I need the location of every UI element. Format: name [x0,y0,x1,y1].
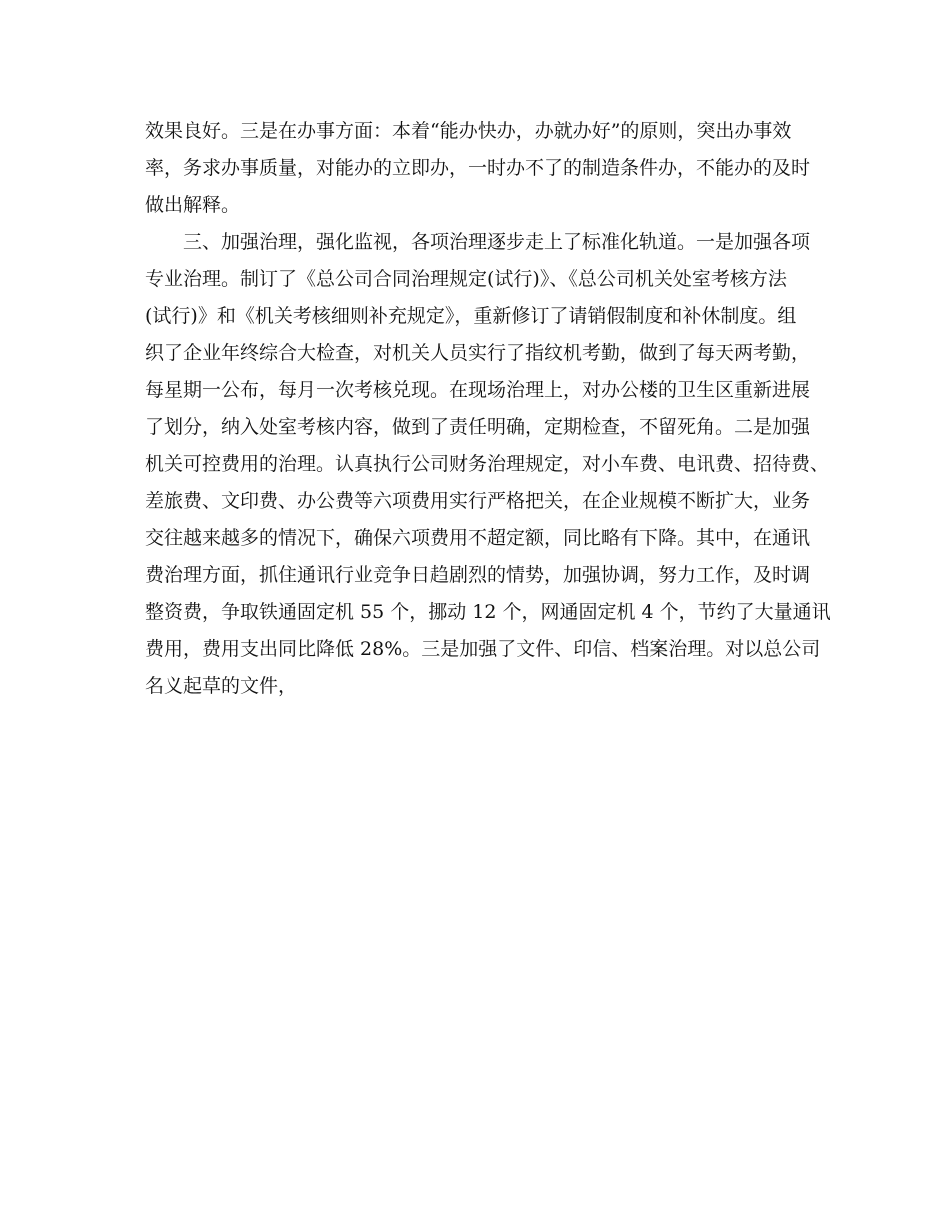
text-line-6: (试行)》和《机关考核细则补充规定》，重新修订了请销假制度和补休制度。组 [145,305,797,327]
text-line-2: 率，务求办事质量，对能办的立即办，一时办不了的制造条件办，不能办的及时 [145,157,811,179]
text-line-15: 费用，费用支出同比降低 28%。三是加强了文件、印信、档案治理。对以总公司 [145,638,821,660]
text-line-4: 三、加强治理，强化监视，各项治理逐步走上了标准化轨道。一是加强各项 [145,231,811,253]
text-line-1: 效果良好。三是在办事方面：本着“能办快办，办就办好”的原则，突出办事效 [145,120,792,142]
document-body [145,113,831,705]
text-line-13: 费治理方面，抓住通讯行业竞争日趋剧烈的情势，加强协调，努力工作，及时调 [145,564,811,586]
text-line-8: 每星期一公布，每月一次考核兑现。在现场治理上，对办公楼的卫生区重新进展 [145,379,811,401]
text-line-11: 差旅费、文印费、办公费等六项费用实行严格把关，在企业规模不断扩大，业务 [145,490,811,512]
text-line-9: 了划分，纳入处室考核内容，做到了责任明确，定期检查，不留死角。二是加强 [145,416,811,438]
text-line-16: 名义起草的文件， [145,675,298,697]
text-line-3: 做出解释。 [145,194,241,216]
text-line-14: 整资费，争取铁通固定机 55 个，挪动 12 个，网通固定机 4 个，节约了大量通讯 [145,601,831,623]
text-line-5: 专业治理。制订了《总公司合同治理规定(试行)》、《总公司机关处室考核方法 [145,268,787,290]
text-line-12: 交往越来越多的情况下，确保六项费用不超定额，同比略有下降。其中，在通讯 [145,527,811,549]
text-line-10: 机关可控费用的治理。认真执行公司财务治理规定，对小车费、电讯费、招待费、 [145,453,830,475]
text-line-7: 织了企业年终综合大检查，对机关人员实行了指纹机考勤，做到了每天两考勤， [145,342,811,364]
